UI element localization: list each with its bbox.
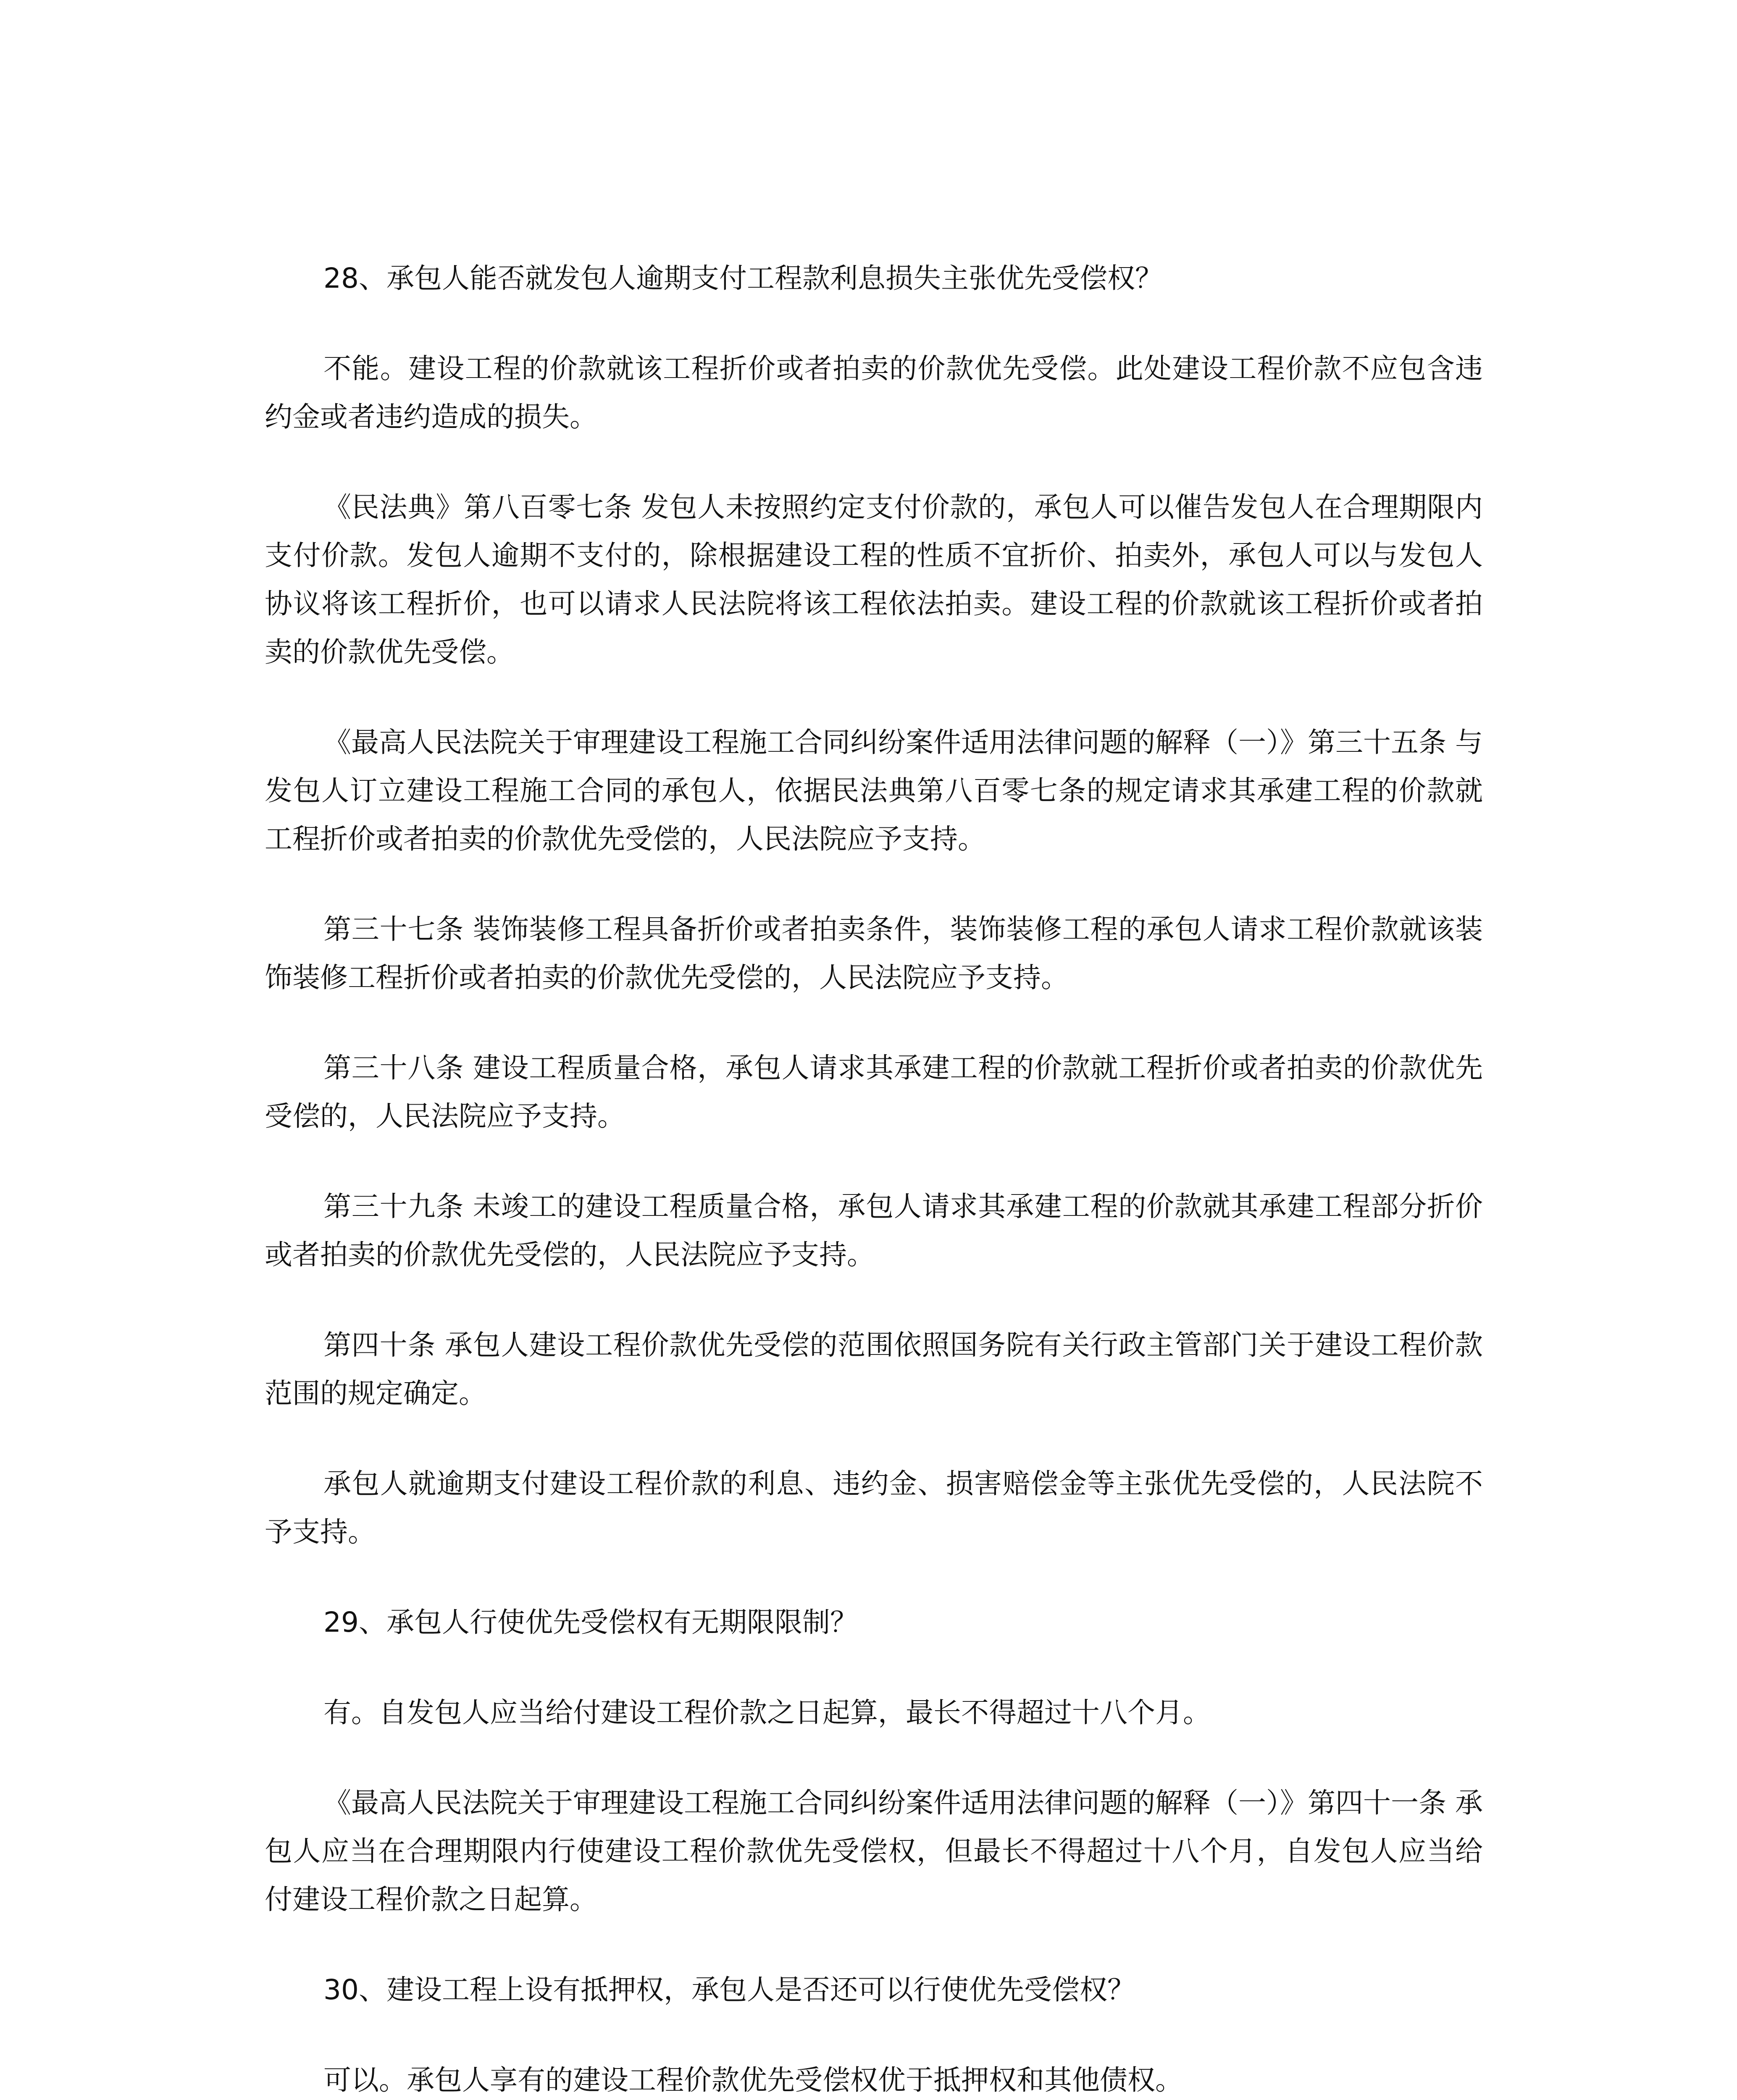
- question-28-heading: 28、承包人能否就发包人逾期支付工程款利息损失主张优先受偿权？: [323, 262, 1163, 294]
- interpretation-article-40-clause-2: 承包人就逾期支付建设工程价款的利息、违约金、损害赔偿金等主张优先受偿的，人民法院不予支持。: [265, 1467, 1483, 1548]
- question-30-heading: 30、建设工程上设有抵押权，承包人是否还可以行使优先受偿权？: [323, 1974, 1135, 2006]
- answer-29: 有。自发包人应当给付建设工程价款之日起算，最长不得超过十八个月。: [323, 1696, 1211, 1729]
- interpretation-article-35: 《最高人民法院关于审理建设工程施工合同纠纷案件适用法律问题的解释（一）》第三十五条 与发包人订立建设工程施工合同的承包人，依据民法典第八百零七条的规定请求其承建工程的价款就工程折价或者拍卖的价款优先受偿的，人民法院应予支持。: [265, 726, 1483, 855]
- interpretation-article-38: 第三十八条 建设工程质量合格，承包人请求其承建工程的价款就工程折价或者拍卖的价款优先受偿的，人民法院应予支持。: [265, 1052, 1483, 1132]
- interpretation-article-39: 第三十九条 未竣工的建设工程质量合格，承包人请求其承建工程的价款就其承建工程部分折价或者拍卖的价款优先受偿的，人民法院应予支持。: [265, 1190, 1483, 1271]
- civil-code-article-807: 《民法典》第八百零七条 发包人未按照约定支付价款的，承包人可以催告发包人在合理期限内支付价款。发包人逾期不支付的，除根据建设工程的性质不宜折价、拍卖外，承包人可以与发包人协议将该工程折价，也可以请求人民法院将该工程依法拍卖。建设工程的价款就该工程折价或者拍卖的价款优先受偿。: [265, 491, 1483, 668]
- interpretation-article-37: 第三十七条 装饰装修工程具备折价或者拍卖条件，装饰装修工程的承包人请求工程价款就该装饰装修工程折价或者拍卖的价款优先受偿的，人民法院应予支持。: [265, 913, 1483, 994]
- answer-28: 不能。建设工程的价款就该工程折价或者拍卖的价款优先受偿。此处建设工程价款不应包含违约金或者违约造成的损失。: [265, 352, 1483, 433]
- interpretation-article-41: 《最高人民法院关于审理建设工程施工合同纠纷案件适用法律问题的解释（一）》第四十一条 承包人应当在合理期限内行使建设工程价款优先受偿权，但最长不得超过十八个月，自发包人应当给付建设工程价款之日起算。: [265, 1787, 1483, 1916]
- interpretation-article-40: 第四十条 承包人建设工程价款优先受偿的范围依照国务院有关行政主管部门关于建设工程价款范围的规定确定。: [265, 1329, 1483, 1410]
- question-29-heading: 29、承包人行使优先受偿权有无期限限制？: [323, 1606, 858, 1638]
- answer-30: 可以。承包人享有的建设工程价款优先受偿权优于抵押权和其他债权。: [323, 2064, 1183, 2096]
- document-body: [265, 254, 1483, 2100]
